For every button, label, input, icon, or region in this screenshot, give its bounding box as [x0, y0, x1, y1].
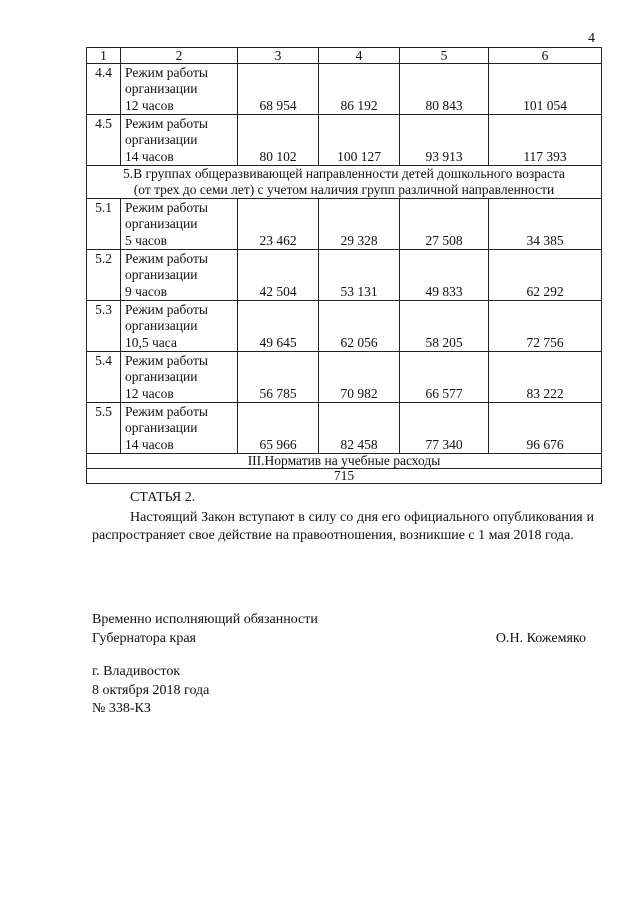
row-number: 4.5 — [87, 115, 121, 166]
signature-block — [92, 611, 594, 648]
operating-mode-line: организации — [125, 81, 198, 96]
operating-mode — [121, 199, 238, 250]
operating-mode-line: 14 часов — [125, 148, 174, 164]
column-number: 2 — [121, 48, 238, 64]
section-5-heading — [87, 166, 602, 199]
norm-value: 93 913 — [400, 115, 489, 166]
operating-mode-line: организации — [125, 132, 198, 147]
norm-value: 53 131 — [319, 250, 400, 301]
norm-value: 86 192 — [319, 64, 400, 115]
norm-value: 101 054 — [489, 64, 602, 115]
table-row — [87, 199, 602, 250]
norm-value: 80 102 — [238, 115, 319, 166]
operating-mode-line: Режим работы — [125, 403, 208, 419]
article-2 — [92, 489, 594, 546]
norm-value: 23 462 — [238, 199, 319, 250]
signer-name: О.Н. Кожемяко — [495, 630, 586, 646]
norm-value: 80 843 — [400, 64, 489, 115]
place-date-block — [92, 663, 209, 719]
signer-position-line1: Временно исполняющий обязанности — [92, 612, 318, 627]
row-number: 4.4 — [87, 64, 121, 115]
city: г. Владивосток — [92, 664, 181, 679]
norm-value: 66 577 — [400, 352, 489, 403]
norm-value: 77 340 — [400, 403, 489, 454]
section-heading-line: (от трех до семи лет) с учетом наличия групп различной направленности — [133, 182, 555, 197]
section-3-heading-row — [87, 454, 602, 469]
column-number: 6 — [489, 48, 602, 64]
operating-mode-line: организации — [125, 420, 198, 435]
operating-mode-line: 14 часов — [125, 436, 174, 452]
norm-value: 83 222 — [489, 352, 602, 403]
norm-value: 62 056 — [319, 301, 400, 352]
norm-value: 82 458 — [319, 403, 400, 454]
norm-value: 29 328 — [319, 199, 400, 250]
row-number: 5.1 — [87, 199, 121, 250]
operating-mode-line: организации — [125, 318, 198, 333]
operating-mode-line: Режим работы — [125, 352, 208, 368]
operating-mode — [121, 115, 238, 166]
norm-value: 96 676 — [489, 403, 602, 454]
norm-value: 72 756 — [489, 301, 602, 352]
operating-mode-line: Режим работы — [125, 301, 208, 317]
column-number: 5 — [400, 48, 489, 64]
operating-mode-line: 12 часов — [125, 97, 174, 113]
operating-mode-line: Режим работы — [125, 199, 208, 215]
law-date: 8 октября 2018 года — [92, 682, 210, 698]
table-row — [87, 352, 602, 403]
norm-value: 117 393 — [489, 115, 602, 166]
section-3-heading: III.Норматив на учебные расходы — [87, 454, 602, 469]
norm-value: 70 982 — [319, 352, 400, 403]
section-5-heading-row — [87, 166, 602, 199]
column-number: 4 — [319, 48, 400, 64]
signer-position-line2: Губернатора края — [92, 630, 196, 646]
operating-mode — [121, 352, 238, 403]
operating-mode — [121, 301, 238, 352]
norm-value: 58 205 — [400, 301, 489, 352]
funding-norms-table — [86, 47, 602, 484]
section-3-value-row — [87, 469, 602, 484]
table-row — [87, 115, 602, 166]
norm-value: 65 966 — [238, 403, 319, 454]
operating-mode-line: 9 часов — [125, 283, 168, 299]
norm-value: 49 645 — [238, 301, 319, 352]
row-number: 5.3 — [87, 301, 121, 352]
section-3-value: 715 — [87, 469, 602, 484]
operating-mode-line: организации — [125, 267, 198, 282]
operating-mode-line: 5 часов — [125, 232, 168, 248]
row-number: 5.2 — [87, 250, 121, 301]
operating-mode-line: Режим работы — [125, 250, 208, 266]
norm-value: 62 292 — [489, 250, 602, 301]
table-row — [87, 64, 602, 115]
row-number: 5.4 — [87, 352, 121, 403]
norm-value: 56 785 — [238, 352, 319, 403]
norm-value: 49 833 — [400, 250, 489, 301]
section-heading-line: 5.В группах общеразвивающей направленности детей дошкольного возраста — [123, 166, 565, 181]
operating-mode — [121, 403, 238, 454]
column-number: 3 — [238, 48, 319, 64]
operating-mode-line: организации — [125, 369, 198, 384]
norm-value: 68 954 — [238, 64, 319, 115]
table-row — [87, 250, 602, 301]
operating-mode — [121, 64, 238, 115]
article-body: Настоящий Закон вступают в силу со дня его официального опубликования и распространяет свое действие на правоотношения, возникшие с 1 мая 2018 года. — [92, 509, 594, 543]
table-row — [87, 403, 602, 454]
page-number: 4 — [588, 31, 595, 46]
operating-mode-line: 10,5 часа — [125, 334, 177, 350]
norm-value: 100 127 — [319, 115, 400, 166]
norm-value: 42 504 — [238, 250, 319, 301]
norm-value: 34 385 — [489, 199, 602, 250]
article-heading: СТАТЬЯ 2. — [130, 490, 196, 505]
operating-mode-line: Режим работы — [125, 115, 208, 131]
operating-mode-line: организации — [125, 216, 198, 231]
row-number: 5.5 — [87, 403, 121, 454]
law-number: № 338-КЗ — [92, 701, 151, 716]
table-row — [87, 301, 602, 352]
operating-mode — [121, 250, 238, 301]
operating-mode-line: 12 часов — [125, 385, 174, 401]
operating-mode-line: Режим работы — [125, 64, 208, 80]
table-header-row — [87, 48, 602, 64]
norm-value: 27 508 — [400, 199, 489, 250]
column-number: 1 — [87, 48, 121, 64]
